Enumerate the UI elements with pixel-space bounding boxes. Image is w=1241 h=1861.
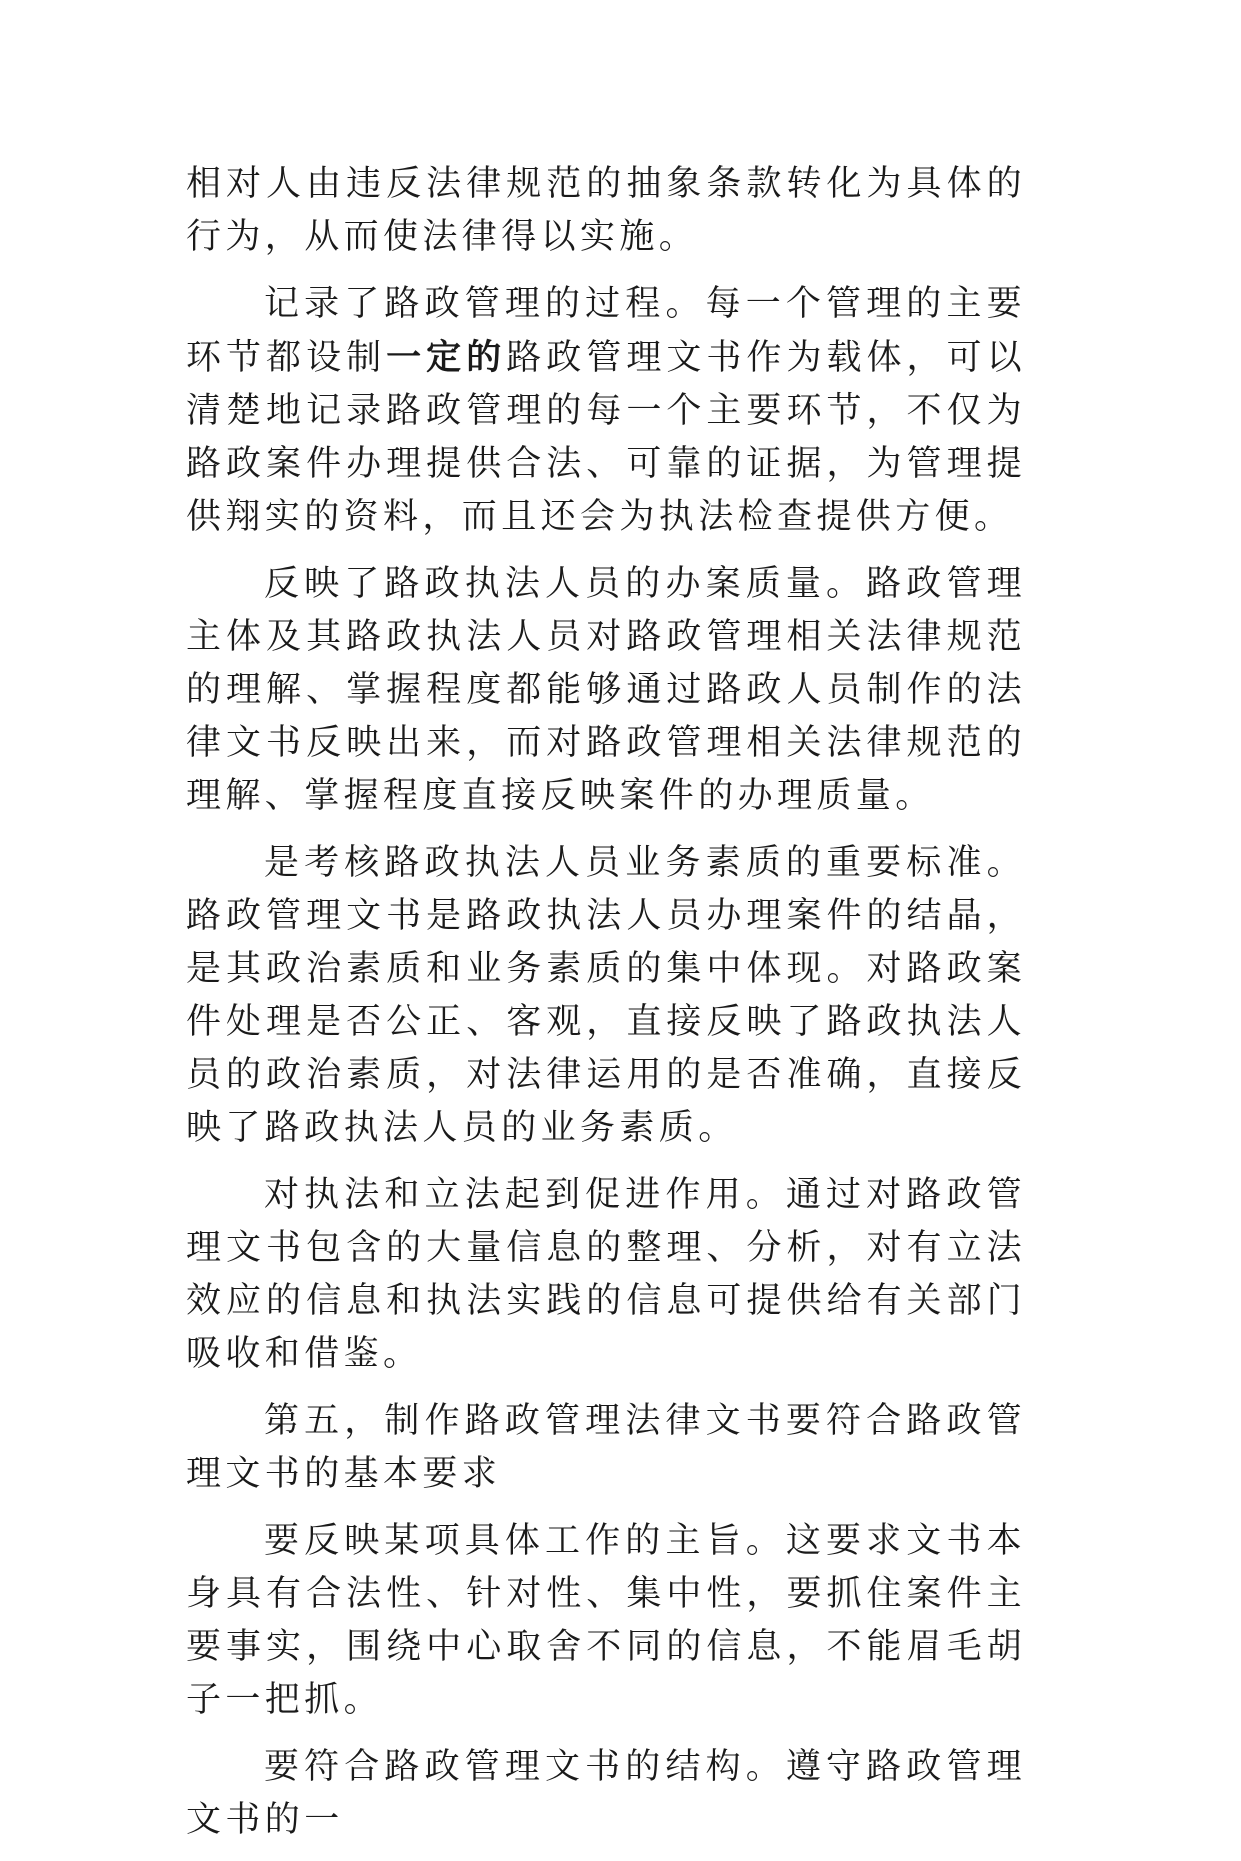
paragraph-4: [186, 837, 1026, 1155]
paragraph-1: [186, 158, 1026, 264]
paragraph-2-emphasis: 一定的: [386, 337, 507, 378]
paragraph-2: [186, 278, 1026, 544]
paragraph-3-text: 反映了路政执法人员的办案质量。路政管理主体及其路政执法人员对路政管理相关法律规范的理解、掌握程度都能够通过路政人员制作的法律文书反映出来，而对路政管理相关法律规范的理解、掌握程度直接反映案件的办理质量。: [186, 564, 1026, 816]
paragraph-7-text: 要反映某项具体工作的主旨。这要求文书本身具有合法性、针对性、集中性，要抓住案件主要事实，围绕中心取舍不同的信息，不能眉毛胡子一把抓。: [186, 1521, 1026, 1720]
paragraph-2-text-start: 记录了路政管理的过程。每一个管理的主要环节都设制: [186, 284, 1026, 378]
body-text: [186, 158, 1026, 1861]
paragraph-2-text-end: 路政管理文书作为载体，可以清楚地记录路政管理的每一个主要环节，不仅为路政案件办理提供合法、可靠的证据，为管理提供翔实的资料，而且还会为执法检查提供方便。: [186, 338, 1026, 537]
paragraph-8-text: 要符合路政管理文书的结构。遵守路政管理文书的一: [186, 1747, 1026, 1840]
paragraph-8: [186, 1741, 1026, 1847]
paragraph-5-text: 对执法和立法起到促进作用。通过对路政管理文书包含的大量信息的整理、分析，对有立法效应的信息和执法实践的信息可提供给有关部门吸收和借鉴。: [186, 1175, 1026, 1374]
section-heading-text: 第五，制作路政管理法律文书要符合路政管理文书的基本要求: [186, 1401, 1026, 1494]
paragraph-7: [186, 1515, 1026, 1727]
paragraph-3: [186, 558, 1026, 823]
paragraph-1-text: 相对人由违反法律规范的抽象条款转化为具体的行为，从而使法律得以实施。: [186, 164, 1026, 257]
paragraph-4-text: 是考核路政执法人员业务素质的重要标准。路政管理文书是路政执法人员办理案件的结晶，是其政治素质和业务素质的集中体现。对路政案件处理是否公正、客观，直接反映了路政执法人员的政治素质，对法律运用的是否准确，直接反映了路政执法人员的业务素质。: [186, 843, 1026, 1148]
section-heading-fifth: [186, 1395, 1026, 1501]
paragraph-5: [186, 1169, 1026, 1381]
